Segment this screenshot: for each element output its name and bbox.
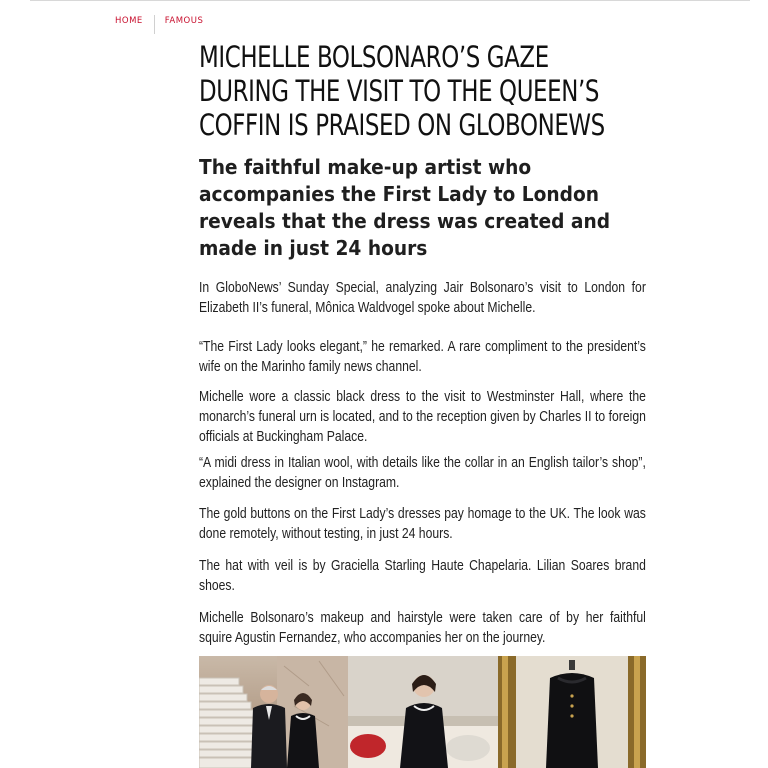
seated-illustration — [348, 656, 498, 768]
article-paragraph-2: “The First Lady looks elegant,” he remarked. A rare compliment to the president’s wife on the Marinho family news channel. — [199, 339, 646, 375]
couple-illustration — [199, 656, 348, 768]
top-divider — [30, 0, 750, 1]
photo-panel-seated — [348, 656, 498, 768]
article-body — [199, 278, 646, 699]
article-paragraph-3: Michelle wore a classic black dress to the visit to Westminster Hall, where the monarch’s funeral urn is located, and to the reception given by Charles II to foreign officials at Buckingham Palace. — [199, 389, 646, 445]
article-subhead: The faithful make-up artist who accompanies the First Lady to London reveals that the dress was created and made in just 24 hours — [199, 155, 611, 260]
article-paragraph-5: The gold buttons on the First Lady’s dresses pay homage to the UK. The look was done remotely, without testing, in just 24 hours. — [199, 506, 646, 542]
breadcrumb-separator — [154, 15, 155, 34]
article-headline: MICHELLE BOLSONARO’S GAZE DURING THE VISIT TO THE QUEEN’S COFFIN IS PRAISED ON GLOBONEWS — [199, 40, 605, 142]
article-photo-collage — [199, 656, 646, 768]
article-paragraph-7: Michelle Bolsonaro’s makeup and hairstyle were taken care of by her faithful squire Agustin Fernandez, who accompanies her on the journey. — [199, 610, 646, 646]
photo-panel-couple — [199, 656, 348, 768]
photo-panel-dress — [498, 656, 646, 768]
article-paragraph-6: The hat with veil is by Graciella Starling Haute Chapelaria. Lilian Soares brand shoes. — [199, 558, 646, 594]
article — [199, 40, 646, 705]
breadcrumb — [115, 16, 203, 34]
article-paragraph-4: “A midi dress in Italian wool, with details like the collar in an English tailor’s shop”, explained the designer on Instagram. — [199, 455, 646, 491]
breadcrumb-home-link[interactable]: HOME — [115, 16, 143, 26]
breadcrumb-famous-link[interactable]: FAMOUS — [164, 16, 204, 26]
article-paragraph-1: In GloboNews’ Sunday Special, analyzing Jair Bolsonaro’s visit to London for Elizabeth II’s funeral, Mônica Waldvogel spoke about Michelle. — [199, 280, 646, 316]
dress-illustration — [498, 656, 646, 768]
